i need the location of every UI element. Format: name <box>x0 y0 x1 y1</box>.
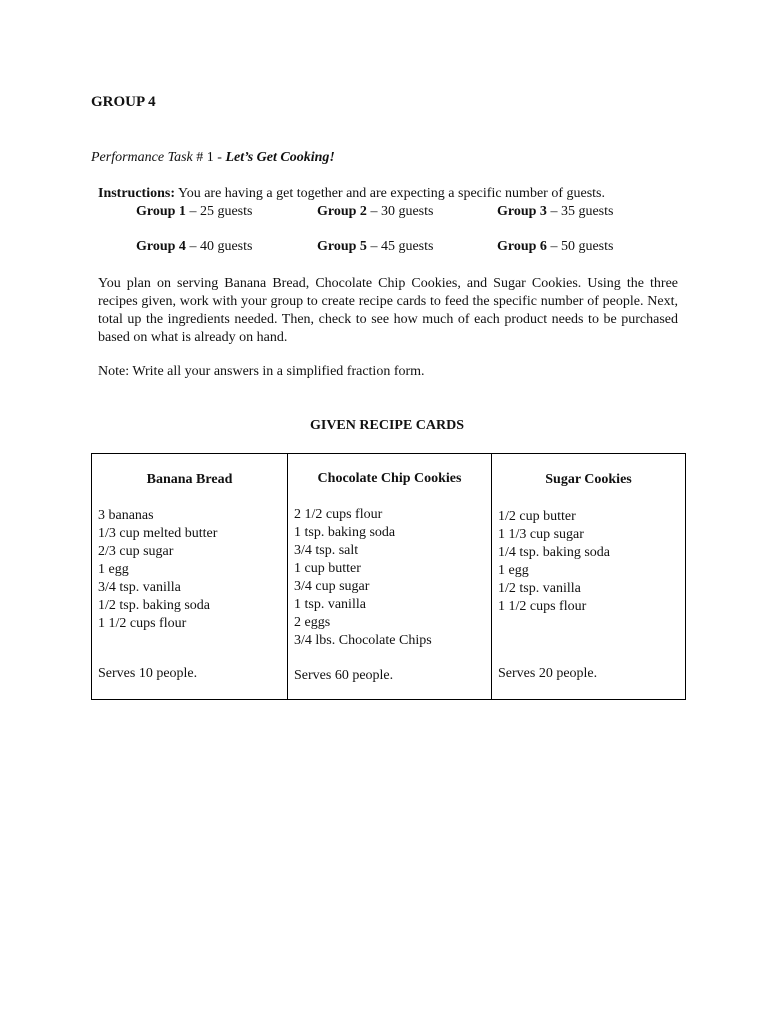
instructions-label: Instructions: <box>98 186 176 201</box>
ingredient-item: 1 egg <box>98 562 129 577</box>
recipe-card-sugar-cookies <box>491 454 685 699</box>
ingredient-item: 3/4 cup sugar <box>294 579 370 594</box>
ingredient-item: 2/3 cup sugar <box>98 544 174 559</box>
serves-text: Serves 10 people. <box>98 666 198 681</box>
ingredient-item: 3 bananas <box>98 508 154 523</box>
recipe-card-chocolate-chip-cookies <box>287 454 491 699</box>
group-item: Group 5 – 45 guests <box>317 239 434 254</box>
ingredient-item: 3/4 tsp. salt <box>294 543 359 558</box>
ingredient-item: 1 1/2 cups flour <box>98 616 187 631</box>
ingredient-item: 1/2 tsp. vanilla <box>498 581 581 596</box>
ingredient-list <box>98 507 217 633</box>
ingredient-item: 1 tsp. baking soda <box>294 525 396 540</box>
ingredient-item: 1 1/3 cup sugar <box>498 527 584 542</box>
ingredient-item: 1 tsp. vanilla <box>294 597 366 612</box>
ingredient-item: 3/4 lbs. Chocolate Chips <box>294 633 432 648</box>
task-name: Let’s Get Cooking! <box>225 150 335 165</box>
ingredient-list <box>498 508 610 616</box>
ingredient-item: 2 1/2 cups flour <box>294 507 383 522</box>
task-number: # 1 - <box>196 150 226 165</box>
ingredient-item: 1 egg <box>498 563 529 578</box>
group-item: Group 2 – 30 guests <box>317 204 434 219</box>
recipe-title: Chocolate Chip Cookies <box>317 471 462 486</box>
note: Note: Write all your answers in a simplified fraction form. <box>98 364 425 379</box>
instructions <box>98 186 605 202</box>
ingredient-item: 3/4 tsp. vanilla <box>98 580 181 595</box>
recipe-card-banana-bread <box>92 454 287 699</box>
ingredient-item: 1 cup butter <box>294 561 361 576</box>
task-description: You plan on serving Banana Bread, Chocolate Chip Cookies, and Sugar Cookies. Using the three recipes given, work with your group to create recipe cards to feed the specific number of people. Next, total up the ingredients needed. Then, check to see how much of each product needs to be purchased based on what is already on hand. <box>98 276 678 345</box>
group-item: Group 4 – 40 guests <box>136 239 253 254</box>
recipe-title: Banana Bread <box>146 472 233 487</box>
serves-text: Serves 20 people. <box>498 666 598 681</box>
group-item: Group 6 – 50 guests <box>497 239 614 254</box>
ingredient-item: 1/2 cup butter <box>498 509 576 524</box>
ingredient-item: 1/2 tsp. baking soda <box>98 598 210 613</box>
page-title: GROUP 4 <box>91 94 156 110</box>
ingredient-item: 1/3 cup melted butter <box>98 526 218 541</box>
ingredient-item: 1 1/2 cups flour <box>498 599 587 614</box>
serves-text: Serves 60 people. <box>294 668 394 683</box>
instructions-text: You are having a get together and are expecting a specific number of guests. <box>175 186 605 201</box>
ingredient-list <box>294 506 432 650</box>
group-item: Group 1 – 25 guests <box>136 204 253 219</box>
task-title <box>91 150 335 166</box>
recipe-cards-table <box>91 453 686 700</box>
group-item: Group 3 – 35 guests <box>497 204 614 219</box>
recipe-title: Sugar Cookies <box>545 472 632 487</box>
task-label: Performance Task <box>91 150 193 165</box>
ingredient-item: 1/4 tsp. baking soda <box>498 545 610 560</box>
recipes-heading: GIVEN RECIPE CARDS <box>309 418 465 433</box>
ingredient-item: 2 eggs <box>294 615 331 630</box>
